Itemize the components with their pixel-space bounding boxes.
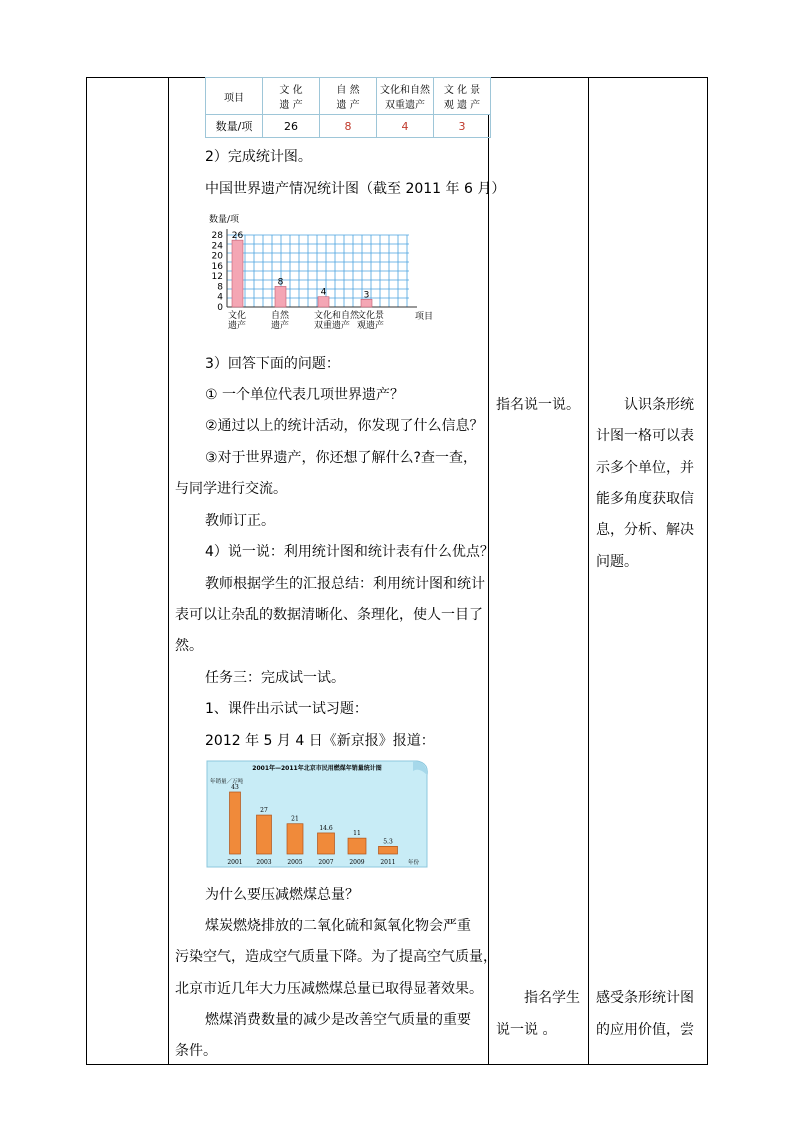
bar [361, 299, 372, 307]
why-question: 为什么要压减燃煤总量？ [205, 887, 359, 903]
header-cell: 文 化 景 观 遗 产 [434, 78, 491, 115]
x-tick-label: 文化和自然 [314, 311, 360, 321]
bar [275, 286, 286, 307]
question-3a: ③对于世界遗产，你还想了解什么?查一查， [205, 450, 477, 466]
chart-title: 2001年—2011年北京市民用燃煤年销量统计图 [252, 765, 382, 772]
coal-bar-chart [205, 757, 430, 870]
x-tick-label: 2001 [227, 859, 243, 866]
question-2: ②通过以上的统计活动，你发现了什么信息？ [205, 418, 484, 434]
bar [348, 838, 366, 854]
intent-1-line5: 息，分析、解决 [596, 522, 694, 538]
data-label: 8 [277, 277, 284, 288]
column-divider-2 [488, 77, 489, 1065]
header-cell: 文化和自然 双重遗产 [377, 78, 434, 115]
intent-2-line2: 的应用价值，尝 [596, 1022, 694, 1038]
y-tick-label: 4 [217, 292, 223, 303]
data-label: 3 [363, 290, 370, 301]
x-tick-label: 自然 [271, 311, 290, 321]
bar [287, 824, 303, 854]
intent-1-line6: 问题。 [596, 554, 638, 570]
x-tick-label: 遗产 [271, 321, 290, 331]
student-activity-2a: 指名学生 [524, 990, 580, 1006]
y-axis-label: 年销量／万吨 [210, 779, 244, 785]
teacher-correct: 教师订正。 [205, 513, 275, 529]
header-cell: 自 然 遗 产 [320, 78, 377, 115]
y-tick-label: 20 [211, 251, 223, 262]
x-tick-label: 文化 [228, 311, 247, 321]
para2-line1: 燃煤消费数量的减少是改善空气质量的重要 [205, 1012, 471, 1028]
x-tick-label: 2007 [318, 859, 334, 866]
column-divider-3 [588, 77, 589, 1065]
bar [230, 792, 241, 854]
data-label: 14.6 [319, 824, 333, 832]
para1-line3: 北京市近几年大力压减燃煤总量已取得显著效果。 [175, 981, 483, 997]
step4-text: 4）说一说：利用统计图和统计表有什么优点？ [205, 544, 494, 560]
column-divider-1 [168, 77, 169, 1065]
heritage-table [205, 77, 491, 138]
y-tick-label: 28 [211, 231, 223, 241]
value-cell: 26 [263, 115, 320, 138]
y-tick-label: 12 [211, 272, 223, 283]
task3-title: 任务三：完成试一试。 [205, 670, 345, 686]
para1-line1: 煤炭燃烧排放的二氧化硫和氮氧化物会严重 [205, 918, 471, 934]
value-cell: 数量/项 [206, 115, 263, 138]
value-cell: 8 [320, 115, 377, 138]
para2-line2: 条件。 [175, 1043, 217, 1059]
y-tick-label: 24 [211, 241, 223, 252]
step2-text: 2）完成统计图。 [205, 149, 312, 165]
para1-line2: 污染空气，造成空气质量下降。为了提高空气质量， [175, 949, 497, 965]
summary-1: 教师根据学生的汇报总结：利用统计图和统计 [205, 576, 485, 592]
header-cell: 文 化 遗 产 [263, 78, 320, 115]
y-tick-label: 0 [217, 303, 223, 313]
bar [318, 297, 329, 307]
intent-1-line3: 示多个单位，并 [596, 460, 694, 476]
chart1-title: 中国世界遗产情况统计图（截至 2011 年 6 月） [205, 181, 506, 197]
y-tick-label: 16 [211, 261, 223, 272]
y-axis-label: 数量/项 [209, 215, 240, 225]
intent-1-line4: 能多角度获取信 [596, 491, 694, 507]
x-tick-label: 2005 [287, 859, 303, 866]
x-tick-label: 双重遗产 [314, 321, 351, 331]
data-label: 26 [231, 231, 244, 242]
bar [257, 815, 272, 854]
student-activity-1: 指名说一说。 [496, 397, 580, 413]
y-tick-label: 8 [217, 282, 223, 293]
data-label: 5.3 [383, 838, 393, 846]
data-label: 4 [320, 287, 327, 298]
intent-2-line1: 感受条形统计图 [596, 990, 694, 1006]
intent-1-line1: 认识条形统 [624, 397, 694, 413]
summary-2: 表可以让杂乱的数据清晰化、条理化，使人一目了 [175, 607, 483, 623]
student-activity-2b: 说一说 。 [496, 1022, 557, 1038]
x-tick-label: 遗产 [228, 321, 247, 331]
x-tick-label: 2011 [380, 859, 396, 866]
heritage-bar-chart [205, 212, 445, 334]
intent-1-line2: 计图一格可以表 [596, 428, 694, 444]
question-3b: 与同学进行交流。 [175, 481, 287, 497]
summary-3: 然。 [175, 638, 203, 654]
data-label: 27 [260, 807, 268, 815]
data-label: 43 [231, 784, 239, 791]
bar [379, 846, 398, 854]
x-tick-label: 2009 [349, 859, 365, 866]
question-1: ① 一个单位代表几项世界遗产？ [205, 387, 405, 403]
value-cell: 3 [434, 115, 491, 138]
x-axis-label: 年份 [408, 860, 420, 866]
x-axis-label: 项目 [415, 312, 434, 322]
bar [232, 240, 243, 307]
task3-item1: 1、课件出示试一试习题： [205, 701, 368, 717]
x-tick-label: 文化景 [357, 311, 385, 321]
data-label: 11 [353, 830, 361, 838]
bar [318, 833, 335, 854]
x-tick-label: 观遗产 [357, 321, 385, 331]
news-line: 2012 年 5 月 4 日《新京报》报道： [205, 733, 435, 749]
x-tick-label: 2003 [256, 859, 272, 866]
value-cell: 4 [377, 115, 434, 138]
data-label: 21 [291, 815, 299, 823]
header-cell: 项目 [206, 78, 263, 115]
step3-text: 3）回答下面的问题： [205, 356, 340, 372]
